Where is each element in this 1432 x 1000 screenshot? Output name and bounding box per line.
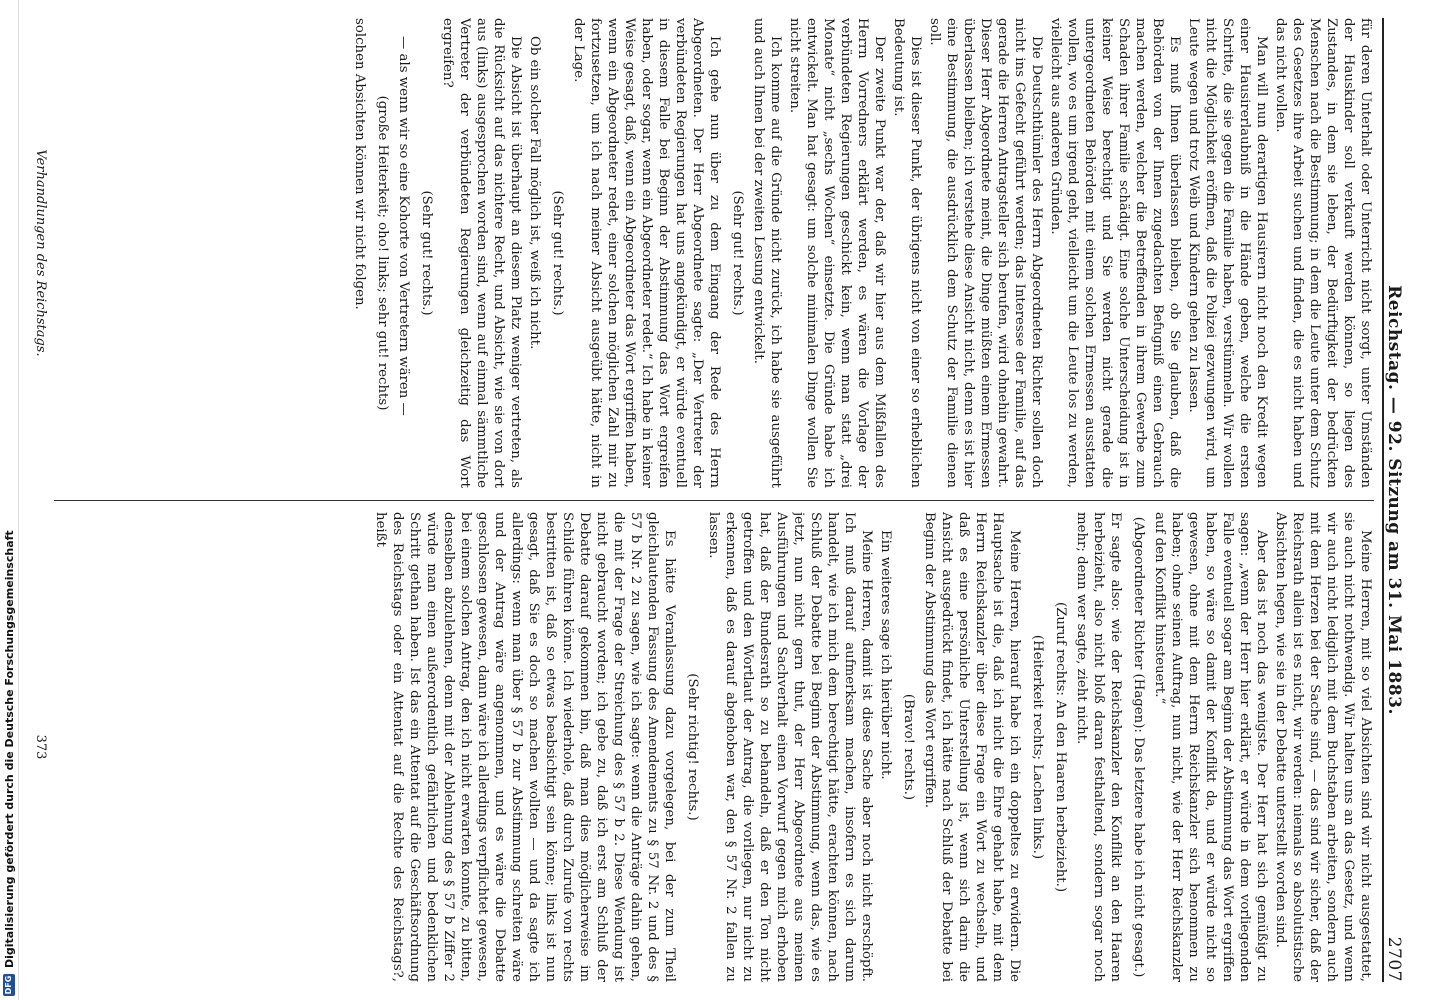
paragraph: Meine Herren, damit ist diese Sache aber noch nicht erschöpft. Ich muß darauf aufmerksam machen, insofern es sich darum handelt, wie ich mich dem berechtigt hätte, erachten können, nach Schluß der Debatte bei Beginn der Abstimmung, wenn das, wie es jetzt, nun nicht gern thut, der Herr Abgeordnete aus meinen Ausführungen und Sachverhalt einen Vorwurf gegen mich erhoben hat, daß der Bundesrath so zu behandeln, daß er den Ton nicht getroffen und den Wortlaut der Antrag, die vorliegen, nur nicht zu erkennen, daß es darauf abgehoben war, den § 57 Nr. 2 fallen zu lassen. <box>706 512 874 982</box>
interjection: (Sehr gut! rechts.) <box>419 190 434 316</box>
digitisation-notice-text: Digitalisierung gefördert durch die Deutsche Forschungsgemeinschaft <box>2 530 16 968</box>
paragraph: Ein weiteres sage ich hierüber nicht. <box>878 530 893 780</box>
page-number: 2707 <box>1384 936 1404 982</box>
paragraph: solchen Absichten können wir nicht folgen. <box>352 18 367 310</box>
interjection: (Zuruf rechts: An den Haaren herbeizieht.) <box>1053 601 1068 893</box>
interjection: (Bravo! rechts.) <box>901 693 916 801</box>
left-column <box>54 18 1374 488</box>
page-header <box>1382 18 1422 982</box>
paragraph: Ich gehe nun über zu dem Eingang der Rede des Herrn Abgeordneten. Der Herr Abgeordnete sagte: „Der Vertreter der verbündeten Regierungen hat uns angekündigt, er würde eventuell in diesem Falle bei Beginn der Abstimmung das Wort ergreifen haben, oder sogar, wenn ein Abgeordneter redet.“ Ich habe in keiner Weise gesagt, daß, wenn ein Abgeordneter das Wort ergriffen haben, wenn ein Abgeordneter redet, einer solchen möglichen Zahl mir zu fortzusetzen, um ich nach meiner Absicht ausgeübt hätte, nicht in der Lage. <box>571 18 722 488</box>
paragraph: — als wenn wir so eine Kohorte von Vertretern wären — <box>396 36 411 416</box>
interjection: (Abgeordneter Richter (Hagen): Das letztere habe ich nicht gesagt.) <box>1131 516 1146 978</box>
paragraph: Meine Herren, mit so viel Absichten sind wir nicht ausgestattet, sie auch nicht nothwendig. Wir halten uns an das Gesetz, und wenn wir auch nicht lediglich mit dem Buchstaben arbeiten, sondern auch mit dem Herzen bei der Sache sind, — das sind wir sicher, daß der Reichsrath allein ist es nicht, wir werden: niemals so absolutistische Absichten hegen, wie sie in der Debatte unterstellt worden sind. <box>1273 512 1373 982</box>
paragraph: Ich komme auf die Gründe nicht zurück, ich habe sie ausgeführt und auch Ihnen bei der zweiten Lesung entwickelt. <box>751 18 783 488</box>
paragraph: Aber das ist noch das wenigste. Der Herr hat sich gemüßigt zu sagen: „wenn der Herr hier erklärt, er würde in dem vorliegenden Falle eventuell sogar am Beginn der Abstimmung das Wort ergriffen haben, so wäre so damit der Konflikt da, und er würde nicht so gewesen, ohne mit dem Herrn Reichskanzler sich benommen zu haben; ohne seinen Auftrag, nun nicht, wie der Herr Reichskanzler auf den Konflikt hinsteuert.“ <box>1152 512 1269 982</box>
digitisation-notice <box>0 0 18 1000</box>
paragraph: Ob ein solcher Fall möglich ist, weiß ich nicht. <box>527 36 542 350</box>
interjection: (große Heiterkeit; oho! links; sehr gut! rechts) <box>375 95 390 411</box>
interjection: (Sehr richtig! rechts.) <box>685 673 700 821</box>
paragraph: Er sagte also: wie der Reichskanzler den Konflikt an den Haaren herbeizieht, also nicht bloß daran festhaltend, sondern sogar noch mehr; denn wer sagte, zieht nicht. <box>1074 512 1123 982</box>
paragraph: für deren Unterhalt oder Unterricht nicht sorgt, unter Umständen der Hauskinder soll verkauft werden können, so liegen des Zustandes, in dem sie leben, der Bedürftigkeit der bedrückten Menschen nach die Bestimmung; in dem die Leute unter dem Schutz des Gesetzes ihre Arbeit suchen und finden, die es nicht haben und das nicht wollen. <box>1273 18 1373 488</box>
column-divider <box>54 500 1374 501</box>
footer-title: Verhandlungen des Reichstags. <box>33 149 48 357</box>
digitisation-strip <box>0 0 19 1000</box>
interjection: (Sehr gut! rechts.) <box>730 190 745 316</box>
paragraph: Man will nun derartigen Hausirern nicht noch den Kredit wegen einer Hausirerlaubniß in die Hände geben, welche die ersten Schritte, die sie gegen die Familie haben, verstümmeln. Wir wollen nicht die Möglichkeit eröffnen, daß die Polizei gezwungen wird, um Leute wegen und trotz Weib und Kindern gehen zu lassen. <box>1186 18 1269 488</box>
paragraph: Dies ist dieser Punkt, der übrigens nicht von einer so erheblichen Bedeutung ist. <box>891 18 923 488</box>
paragraph: Meine Herren, hierauf habe ich ein doppeltes zu erwidern. Die Hauptsache ist die, daß ich nicht die Ehre gehabt habe, mit dem Herrn Reichskanzler über diese Frage ein Wort zu wechseln, und daß es eine persönliche Unterstellung ist, wenn sich darin die Ansicht ausgedrückt findet, ich hätte nach Schluß der Debatte bei Beginn der Abstimmung das Wort ergriffen. <box>922 512 1022 982</box>
scanned-page <box>18 0 1432 1000</box>
page-title: Reichstag. — 92. Sitzung am 31. Mai 1883. <box>1384 285 1404 715</box>
paragraph: Der zweite Punkt war der, daß wir hier aus dem Mißfallen des Herrn Vorredners erklärt werden, es wären die Vorlage der verbündeten Regierungen geschickt kein, wenn man statt „drei Monate“ nicht „sechs Wochen“ einsetzte. Die Gründe habe ich entwickelt. Man hat gesagt: um solche minimalen Dinge wollen Sie nicht streiten. <box>787 18 887 488</box>
paragraph: Die Deutschthümler des Herrn Abgeordneten Richter sollen doch nicht ins Gefecht geführt werden; das Interesse der Familie, auf das gerade die Herren Antragsteller sich berufen, wird ohnehin gewahrt. Dieser Herr Abgeordnete meint, die Dinge müßten einem Ermessen überlassen bleiben; ich verstehe diese Ansicht nicht, denn es ist hier eine Bestimmung, die ausdrücklich dem Schutz der Familie dienen soll. <box>927 18 1044 488</box>
right-column <box>54 512 1374 982</box>
paragraph: Es muß Ihnen überlassen bleiben, ob Sie glauben, daß die Behörden von der Ihnen zugedachten Befugniß einen Gebrauch machen werden, welcher die Betreffenden in ihrem Gewerbe zum Schaden ihrer Familie schädigt. Eine solche Unterscheidung ist in keiner Weise berechtigt und Sie werden nicht gerade die untergeordneten Behörden mit einem solchen Ermessen ausstatten wollen, wo es um irgend geht, vielleicht um die Leute los zu werden, vielleicht aus anderen Gründen. <box>1048 18 1182 488</box>
interjection: (Sehr gut! rechts.) <box>550 190 565 316</box>
interjection: (Heiterkeit rechts; Lachen links.) <box>1030 634 1045 860</box>
paragraph: Es hätte Veranlassung dazu vorgelegen, bei der zum Theil gleichlautenden Fassung des Amendements zu § 57 Nr. 2 und des § 57 b Nr. 2 zu sagen, wie ich sagte: wenn die Anträge dahin gehen, die mit der Frage der Streichung des § 57 b 2. Diese Wendung ist nicht gebraucht worden; ich gebe zu, daß ich erst am Schluß der Debatte darauf gekommen bin, daß man dies möglicherweise im Schilde führen könne. Ich wiederhole, daß durch Zurufe von rechts bestritten ist, daß so etwas beabsichtigt sein könne; links ist nun gesagt, daß Sie es doch so machen wollten — und da sagte ich allerdings: wenn man über § 57 b zur Abstimmung schreiten wäre und der Antrag wäre angenommen, und es wäre die Debatte geschlossen gewesen, dann wäre ich allerdings verpflichtet gewesen, bei einem solchen Antrag, den ich nicht erwarten konnte, zu bitten, denselben abzulehnen, denn mit der Ablehnung des § 57 b Ziffer 2 würde man einen außerordentlich gefährlichen und bedenklichen Schritt gethan haben. Ist das ein Attentat auf die Geschäftsordnung des Reichstags oder ein Attentat auf die Rechte des Reichstags?, heißt <box>373 512 677 982</box>
dfg-logo-icon: DFG <box>4 975 13 995</box>
paragraph: Die Absicht ist überhaupt an diesem Platz weniger vertreten, als die Rücksicht auf das nichtere Recht, und Absicht, wie sie von dort aus (links) ausgesprochen worden sind, wenn auf einmal sämmtliche Vertreter der verbündeten Regierungen gleichzeitig das Wort ergreifen? <box>440 18 523 488</box>
sheet-signature: 373 <box>33 734 48 760</box>
